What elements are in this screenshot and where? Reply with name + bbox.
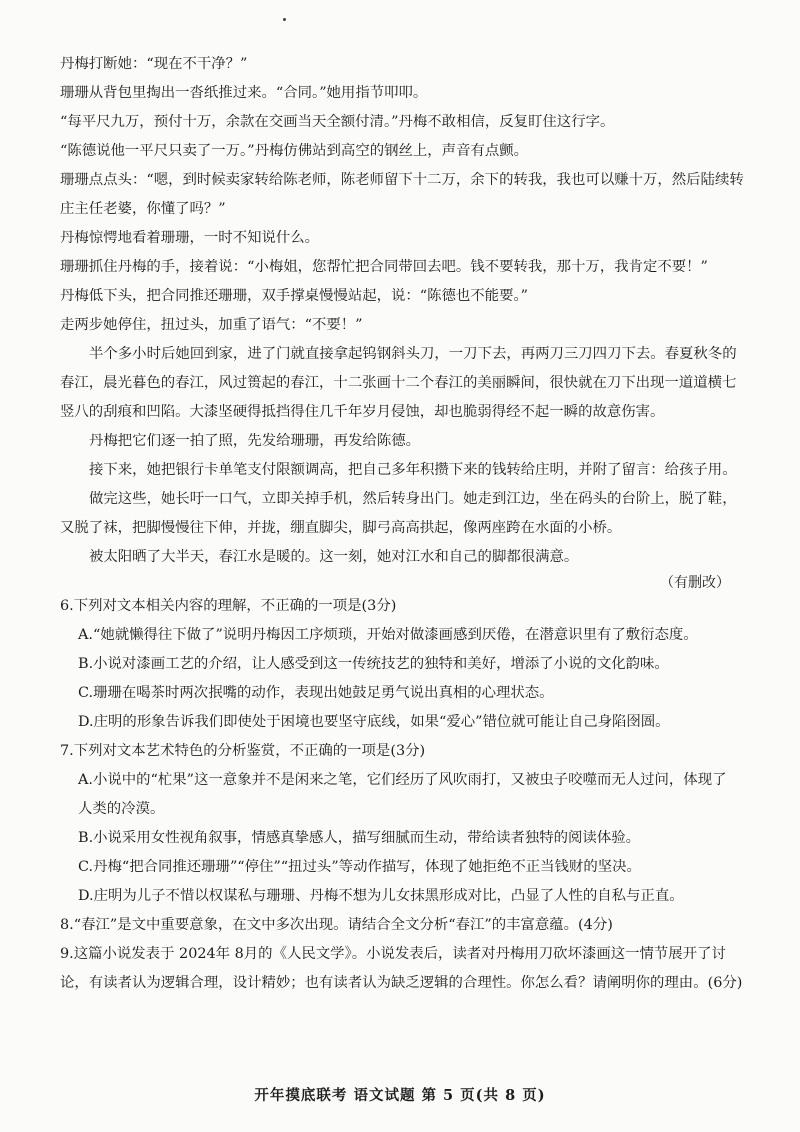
page-footer: 开年摸底联考 语文试题 第 5 页(共 8 页): [254, 1087, 546, 1104]
passage-paragraph: 走两步她停住，扭过头，加重了语气：“不要！”: [60, 317, 363, 333]
passage-paragraph: “陈德说他一平尺只卖了一万。”丹梅仿佛站到高空的钢丝上，声音有点颤。: [60, 143, 529, 159]
question-6-option-b: B.小说对漆画工艺的介绍，让人感受到这一传统技艺的独特和美好，增添了小说的文化韵味。: [78, 656, 669, 672]
abridged-note: （有删改）: [660, 575, 730, 591]
question-7-option-c: C.丹梅“把合同推还珊珊”“停住”“扭过头”等动作描写，体现了她拒绝不正当钱财的坚决。: [78, 859, 641, 875]
scan-speck: [283, 18, 286, 21]
passage-paragraph: 丹梅低下头，把合同推还珊珊，双手撑桌慢慢站起，说：“陈德也不能要。”: [60, 288, 529, 304]
passage-paragraph: 丹梅惊愕地看着珊珊，一时不知说什么。: [60, 230, 320, 246]
question-6-option-c: C.珊珊在喝茶时两次抿嘴的动作，表现出她鼓足勇气说出真相的心理状态。: [78, 685, 554, 701]
question-7-option-d: D.庄明为儿子不惜以权谋私与珊珊、丹梅不想为儿女抹黑形成对比，凸显了人性的自私与正直。: [78, 888, 684, 904]
question-6-option-d: D.庄明的形象告诉我们即使处于困境也要坚守底线，如果“爱心”错位就可能让自己身陷囹圄。: [78, 714, 670, 730]
passage-paragraph: 半个多小时后她回到家，进了门就直接拿起钨钢斜头刀，一刀下去，再两刀三刀四刀下去。春夏秋冬的春江，晨光暮色的春江，风过篑起的春江，十二张画十二个春江的美丽瞬间，很快就在刀下出现一道道横七竖八的刮痕和凹陷。大漆坚硬得抵挡得住几千年岁月侵蚀，却也脆弱得经不起一瞬的故意伤害。: [60, 346, 737, 420]
passage-paragraph: 丹梅把它们逐一拍了照，先发给珊珊，再发给陈德。: [89, 433, 420, 449]
passage-paragraph: 丹梅打断她：“现在不干净？”: [60, 56, 248, 72]
passage-paragraph: 珊珊点点头：“嗯，到时候卖家转给陈老师，陈老师留下十二万，余下的转我，我也可以赚十万，然后陆续转庄主任老婆，你懂了吗？”: [60, 172, 744, 217]
passage-paragraph: 接下来，她把银行卡单笔支付限额调高，把自己多年积攒下来的钱转给庄明，并附了留言：给孩子用。: [89, 462, 737, 478]
question-7-option-b: B.小说采用女性视角叙事，情感真挚感人，描写细腻而生动，带给读者独特的阅读体验。: [78, 830, 640, 846]
question-6-stem: 6.下列对文本相关内容的理解，不正确的一项是(3分): [60, 598, 397, 614]
passage-paragraph: 被太阳晒了大半天，春江水是暖的。这一刻，她对江水和自己的脚都很满意。: [89, 549, 579, 565]
question-8: 8.“春江”是文中重要意象，在文中多次出现。请结合全文分析“春江”的丰富意蕴。(4分): [60, 917, 613, 933]
question-7-option-a: A.小说中的“杧果”这一意象并不是闲来之笔，它们经历了风吹雨打，又被虫子咬噬而无人过问，体现了人类的冷漠。: [78, 772, 727, 817]
passage-paragraph: 珊珊抓住丹梅的手，接着说：“小梅姐，您帮忙把合同带回去吧。钱不要转我，那十万，我肯定不要！”: [60, 259, 708, 275]
passage-paragraph: “每平尺九万，预付十万，余款在交画当天全额付清。”丹梅不敢相信，反复盯住这行字。: [60, 114, 615, 130]
question-6-option-a: A.“她就懒得往下做了”说明丹梅因工序烦琐，开始对做漆画感到厌倦，在潜意识里有了敷衍态度。: [78, 627, 698, 643]
passage-paragraph: 做完这些，她长吁一口气，立即关掉手机，然后转身出门。她走到江边，坐在码头的台阶上，脱了鞋，又脱了袜，把脚慢慢往下伸，并拢，绷直脚尖，脚弓高高拱起，像两座跨在水面的小桥。: [60, 491, 737, 536]
passage-paragraph: 珊珊从背包里掏出一沓纸推过来。“合同。”她用指节叩叩。: [60, 85, 428, 101]
question-9: 9.这篇小说发表于 2024年 8月的《人民文学》。小说发表后，读者对丹梅用刀砍坏漆画这一情节展开了讨论，有读者认为逻辑合理，设计精妙；也有读者认为缺乏逻辑的合理性。你怎么看？请阐明你的理由。(6分): [60, 946, 743, 991]
question-7-stem: 7.下列对文本艺术特色的分析鉴赏，不正确的一项是(3分): [60, 743, 426, 759]
